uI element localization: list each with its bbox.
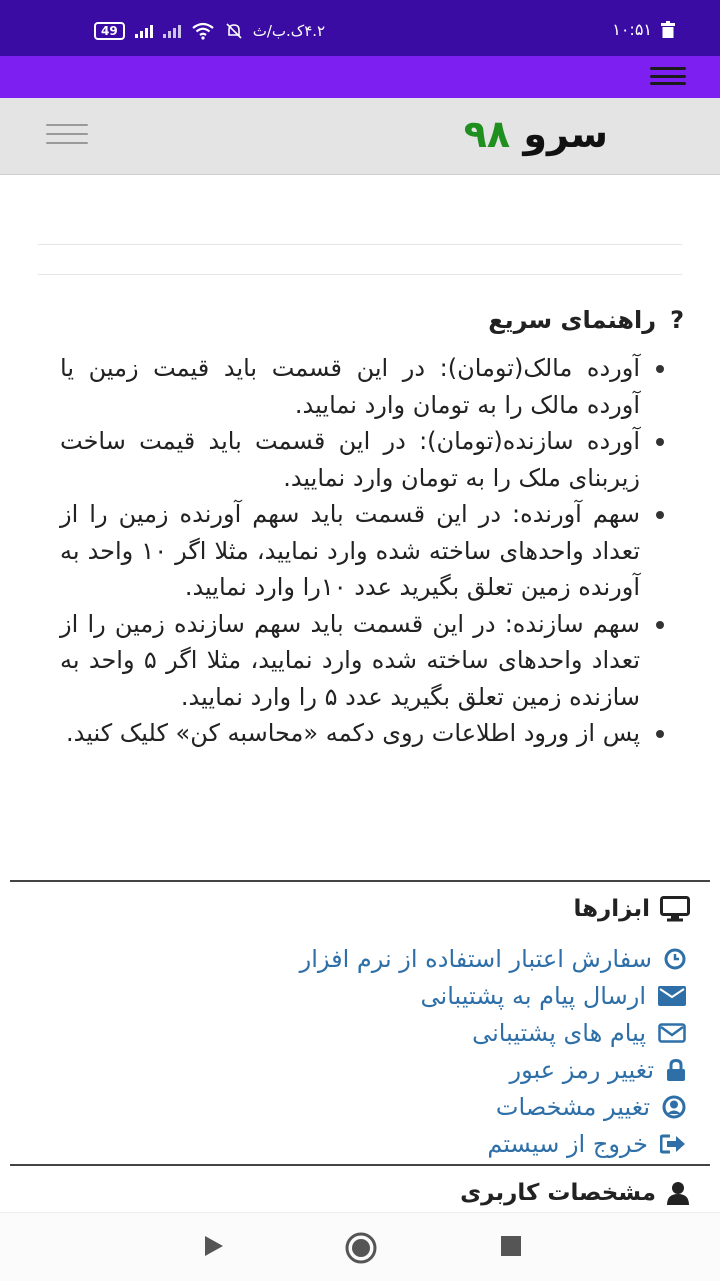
brand-number: ۹۸ (463, 112, 511, 156)
envelope-icon (658, 986, 686, 1006)
quick-guide-heading: راهنمای سریع (488, 306, 657, 334)
tool-link-label: ارسال پیام به پشتیبانی (420, 981, 646, 1010)
menu-icon[interactable] (650, 67, 686, 85)
back-icon[interactable] (202, 1233, 226, 1259)
list-item: آورده مالک(تومان): در این قسمت باید قیمت زمین یا آورده مالک را به تومان وارد نمایید. (60, 350, 640, 423)
lock-icon (666, 1059, 686, 1081)
brand-word: سرو (523, 112, 608, 156)
trash-icon (660, 21, 676, 39)
battery-indicator: 49 (94, 22, 125, 40)
recents-icon[interactable] (500, 1235, 522, 1257)
tool-link-label: خروج از سیستم (487, 1129, 648, 1158)
system-nav-bar (0, 1212, 720, 1281)
clock-icon (664, 948, 686, 970)
tool-link-label: تغییر مشخصات (495, 1092, 650, 1121)
sign-out-icon (660, 1134, 686, 1154)
tool-link-label: سفارش اعتبار استفاده از نرم افزار (299, 944, 652, 973)
network-speed: ۴.۲ک.ب/ث (252, 22, 326, 40)
tool-link-change-password[interactable] (300, 1051, 686, 1088)
section-divider (10, 880, 710, 882)
divider (38, 274, 682, 275)
user-profile-title (460, 1180, 690, 1206)
app-header (0, 98, 720, 175)
list-item: سهم سازنده: در این قسمت باید سهم سازنده زمین را از تعداد واحدهای ساخته شده وارد نمایید، مثلا اگر ۵ واحد به سازنده زمین تعلق بگیرید عدد ۵ را وارد نمایید. (60, 606, 640, 716)
tool-link-edit-profile[interactable] (300, 1088, 686, 1125)
tool-link-label: پیام های پشتیبانی (472, 1018, 646, 1047)
tools-list (300, 940, 686, 1162)
navbar-toggle-icon[interactable] (46, 124, 88, 144)
signal-icon (135, 24, 153, 38)
question-icon: ? (670, 306, 684, 334)
wifi-icon (191, 22, 215, 40)
notification-off-icon (225, 22, 243, 40)
section-divider (10, 1164, 710, 1166)
signal-icon-2 (163, 24, 181, 38)
divider (38, 244, 682, 245)
envelope-outline-icon (658, 1023, 686, 1043)
tool-link-support-messages[interactable] (300, 1014, 686, 1051)
tool-link-order-credit[interactable] (300, 940, 686, 977)
list-item: آورده سازنده(تومان): در این قسمت باید قیمت ساخت زیربنای ملک را به تومان وارد نمایید. (60, 423, 640, 496)
tools-title (573, 896, 690, 922)
quick-guide-title (488, 306, 684, 334)
status-left-group (94, 22, 325, 40)
user-icon (666, 1181, 690, 1205)
top-nav-bar (0, 56, 720, 98)
status-right-group (612, 20, 676, 39)
tool-link-logout[interactable] (300, 1125, 686, 1162)
quick-guide-list (60, 350, 640, 752)
brand-logo[interactable] (464, 112, 608, 156)
home-icon[interactable] (344, 1231, 378, 1265)
user-profile-heading: مشخصات کاربری (460, 1180, 656, 1206)
tool-link-send-message[interactable] (300, 977, 686, 1014)
status-bar (0, 0, 720, 56)
list-item: سهم آورنده: در این قسمت باید سهم آورنده زمین را از تعداد واحدهای ساخته شده وارد نمایید، مثلا اگر ۱۰ واحد به آورنده زمین تعلق بگیرید عدد ۱۰را وارد نمایید. (60, 496, 640, 606)
clock-time: ۱۰:۵۱ (612, 20, 652, 39)
tool-link-label: تغییر رمز عبور (509, 1055, 654, 1084)
list-item: پس از ورود اطلاعات روی دکمه «محاسبه کن» کلیک کنید. (60, 715, 640, 752)
tools-heading: ابزارها (573, 896, 650, 922)
user-circle-icon (662, 1095, 686, 1119)
desktop-icon (660, 896, 690, 922)
